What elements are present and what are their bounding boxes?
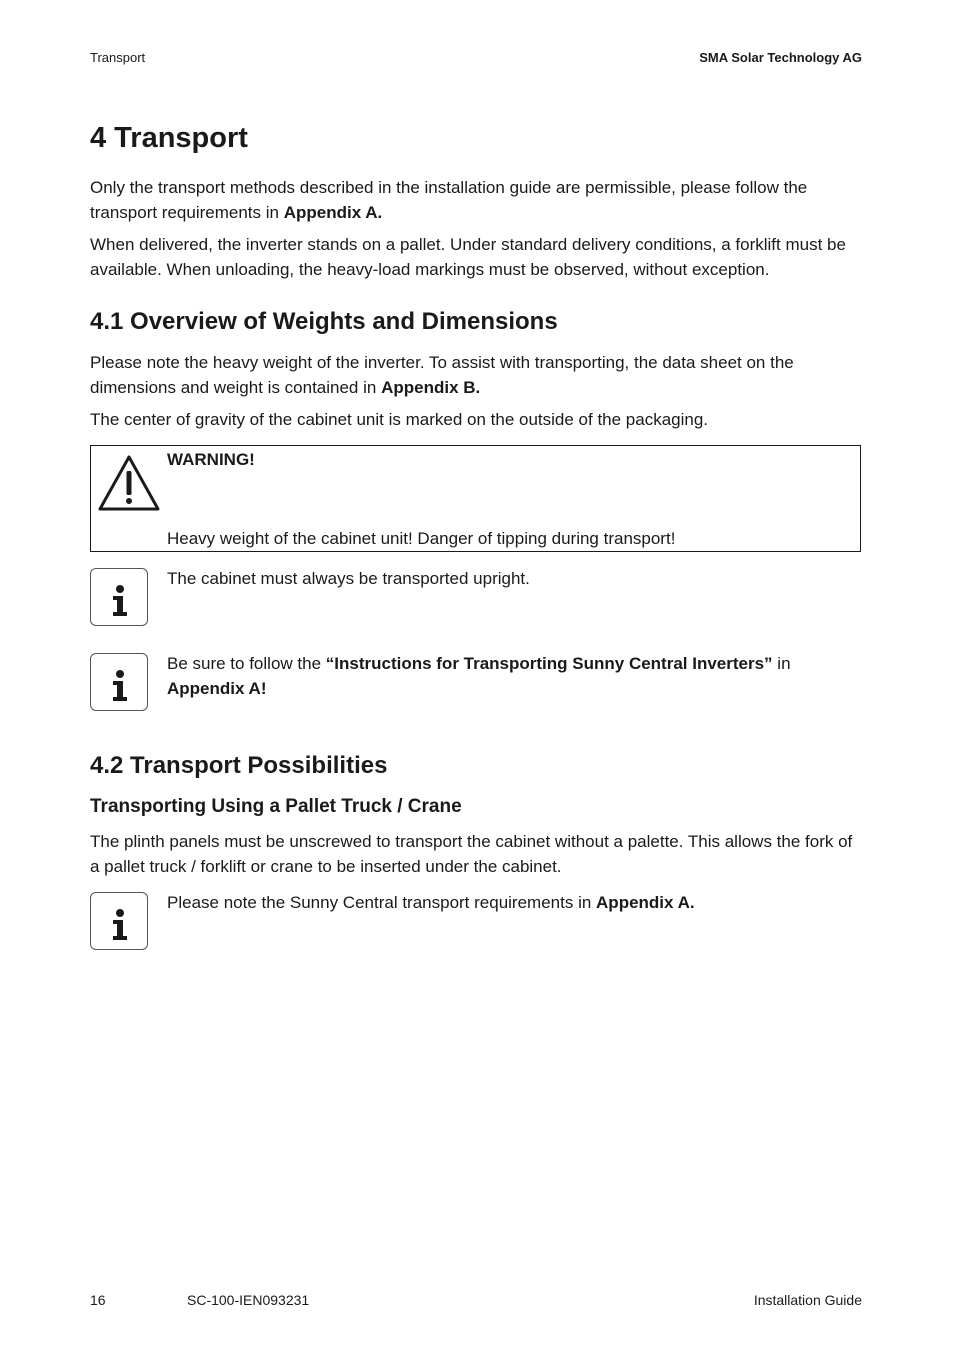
intro-paragraph-2: When delivered, the inverter stands on a pallet. Under standard delivery conditions, a forklift must be available. When unloading, the heavy-load markings must be observed, without exception. <box>90 235 846 279</box>
info-icon <box>90 653 148 711</box>
note-upright: The cabinet must always be transported upright. <box>167 569 530 588</box>
appendix-a-ref: Appendix A. <box>283 203 383 222</box>
doc-code: SC-100-IEN093231 <box>187 1292 310 1308</box>
info-icon <box>90 568 148 626</box>
section-4-1-p1-text: Please note the heavy weight of the inverter. To assist with transporting, the data sheet on the dimensions and weight is contained in <box>90 353 794 397</box>
info-icon <box>90 892 148 950</box>
section-4-1-paragraph-1 <box>90 350 862 400</box>
section-4-2-subheading: Transporting Using a Pallet Truck / Crane <box>90 796 462 817</box>
doc-type: Installation Guide <box>753 1292 862 1308</box>
warning-title: WARNING! <box>167 450 255 469</box>
section-4-2-heading: 4.2 Transport Possibilities <box>90 752 388 779</box>
header-section: Transport <box>90 50 146 65</box>
section-4-1-heading: 4.1 Overview of Weights and Dimensions <box>90 308 558 335</box>
header-company: SMA Solar Technology AG <box>699 50 862 65</box>
intro-paragraph-1 <box>90 175 862 225</box>
note-2-prefix: Be sure to follow the <box>167 654 326 673</box>
intro-p1-text: Only the transport methods described in the installation guide are permissible, please follow the transport requirements in <box>90 178 808 222</box>
note-transport-requirements <box>167 890 862 915</box>
warning-text: Heavy weight of the cabinet unit! Danger of tipping during transport! <box>167 529 676 548</box>
instructions-ref: “Instructions for Transporting Sunny Central Inverters” <box>325 654 773 673</box>
page-number: 16 <box>90 1292 106 1308</box>
section-4-1-paragraph-2: The center of gravity of the cabinet unit is marked on the outside of the packaging. <box>90 410 709 429</box>
warning-triangle-icon <box>97 454 161 512</box>
section-4-2-paragraph: The plinth panels must be unscrewed to transport the cabinet without a palette. This allows the fork of a pallet truck / forklift or crane to be inserted under the cabinet. <box>90 832 853 876</box>
appendix-a-ref: Appendix A! <box>167 679 267 698</box>
note-2-middle: in <box>772 654 791 673</box>
appendix-a-ref: Appendix A. <box>596 893 695 912</box>
note-instructions <box>167 651 862 701</box>
appendix-b-ref: Appendix B. <box>381 378 481 397</box>
warning-box <box>90 445 861 552</box>
page-title: 4 Transport <box>90 122 248 154</box>
note-3-prefix: Please note the Sunny Central transport requirements in <box>167 893 597 912</box>
